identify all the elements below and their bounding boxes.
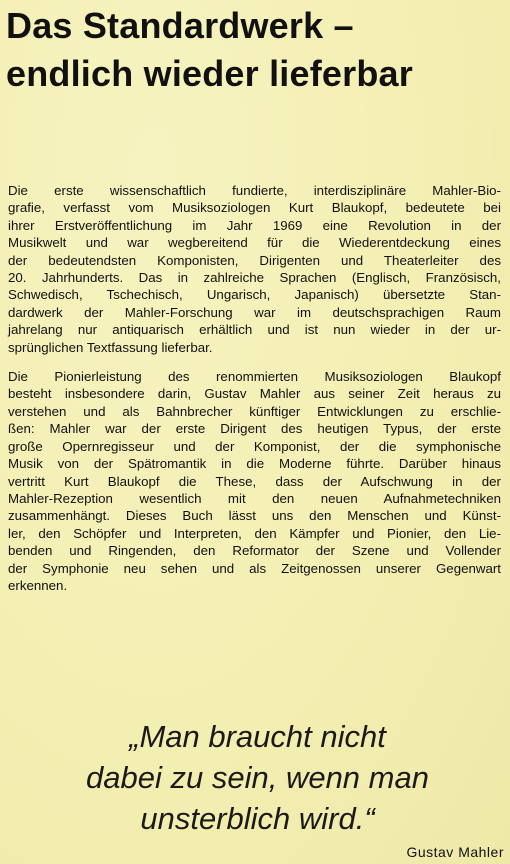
text-line: Die erste wissenschaftlich fundierte, interdisziplinäre Mahler-Bio- [8, 183, 501, 198]
text-line: der bedeutendsten Komponisten, Dirigenten und Theaterleiter des [8, 252, 501, 268]
text-line: ler, den Schöpfer und Interpreten, den Kämpfer und Pionier, den Lie- [8, 525, 501, 541]
text-line: dardwerk der Mahler-Forschung war im deutschsprachigen Raum [8, 304, 501, 320]
text-line: Musik von der Spätromantik in die Moderne führte. Darüber hinaus [8, 456, 501, 472]
text-line: benden und Ringenden, den Reformator der Szene und Vollender [8, 543, 501, 559]
text-line: Mahler-Rezeption wesentlich mit den neuen Aufnahmetechniken [8, 490, 501, 506]
quote-attribution: Gustav Mahler [406, 844, 504, 860]
text-line: große Opernregisseur und der Komponist, der die symphonische [8, 438, 501, 454]
headline [6, 2, 506, 98]
text-line: Musikwelt und war wegbereitend für die Wiederentdeckung eines [8, 235, 501, 251]
quote [20, 716, 495, 839]
text-line: der Symphonie neu sehen und als Zeitgenossen unserer Gegenwart [8, 560, 501, 576]
text-line: besteht insbesondere darin, Gustav Mahler aus seiner Zeit heraus zu [8, 386, 501, 402]
headline-line: endlich wieder lieferbar [6, 53, 413, 94]
text-line: 20. Jahrhunderts. Das in zahlreiche Sprachen (Englisch, Französisch, [8, 270, 501, 286]
text-line: grafie, verfasst vom Musiksoziologen Kurt Blaukopf, bedeutete bei [8, 200, 501, 216]
quote-line: unsterblich wird.“ [140, 801, 375, 836]
text-line: jahrelang nur antiquarisch erhältlich und ist nun wieder in der ur- [8, 322, 501, 338]
text-line: ßen: Mahler war der erste Dirigent des heutigen Typus, der erste [8, 421, 501, 437]
paragraph-2 [8, 368, 501, 594]
text-line: verstehen und als Bahnbrecher künftiger Entwicklungen zu erschlie- [8, 403, 501, 419]
text-line: sprünglichen Textfassung lieferbar. [8, 339, 213, 355]
headline-line: Das Standardwerk – [6, 5, 354, 46]
text-line: ihrer Erstveröffentlichung im Jahr 1969 eine Revolution in der [8, 217, 501, 233]
paragraph-1 [8, 182, 501, 356]
quote-line: „Man braucht nicht [129, 719, 386, 754]
body-text [8, 182, 501, 606]
text-line: zusammenhängt. Dieses Buch lässt uns den Menschen und Künst- [8, 508, 501, 524]
text-line: vertritt Kurt Blaukopf die These, dass der Aufschwung in der [8, 473, 501, 489]
text-line: erkennen. [8, 577, 68, 593]
text-line: Die Pionierleistung des renommierten Musiksoziologen Blaukopf [8, 369, 501, 385]
quote-line: dabei zu sein, wenn man [86, 760, 429, 795]
text-line: Schwedisch, Tschechisch, Ungarisch, Japanisch) übersetzte Stan- [8, 287, 501, 303]
